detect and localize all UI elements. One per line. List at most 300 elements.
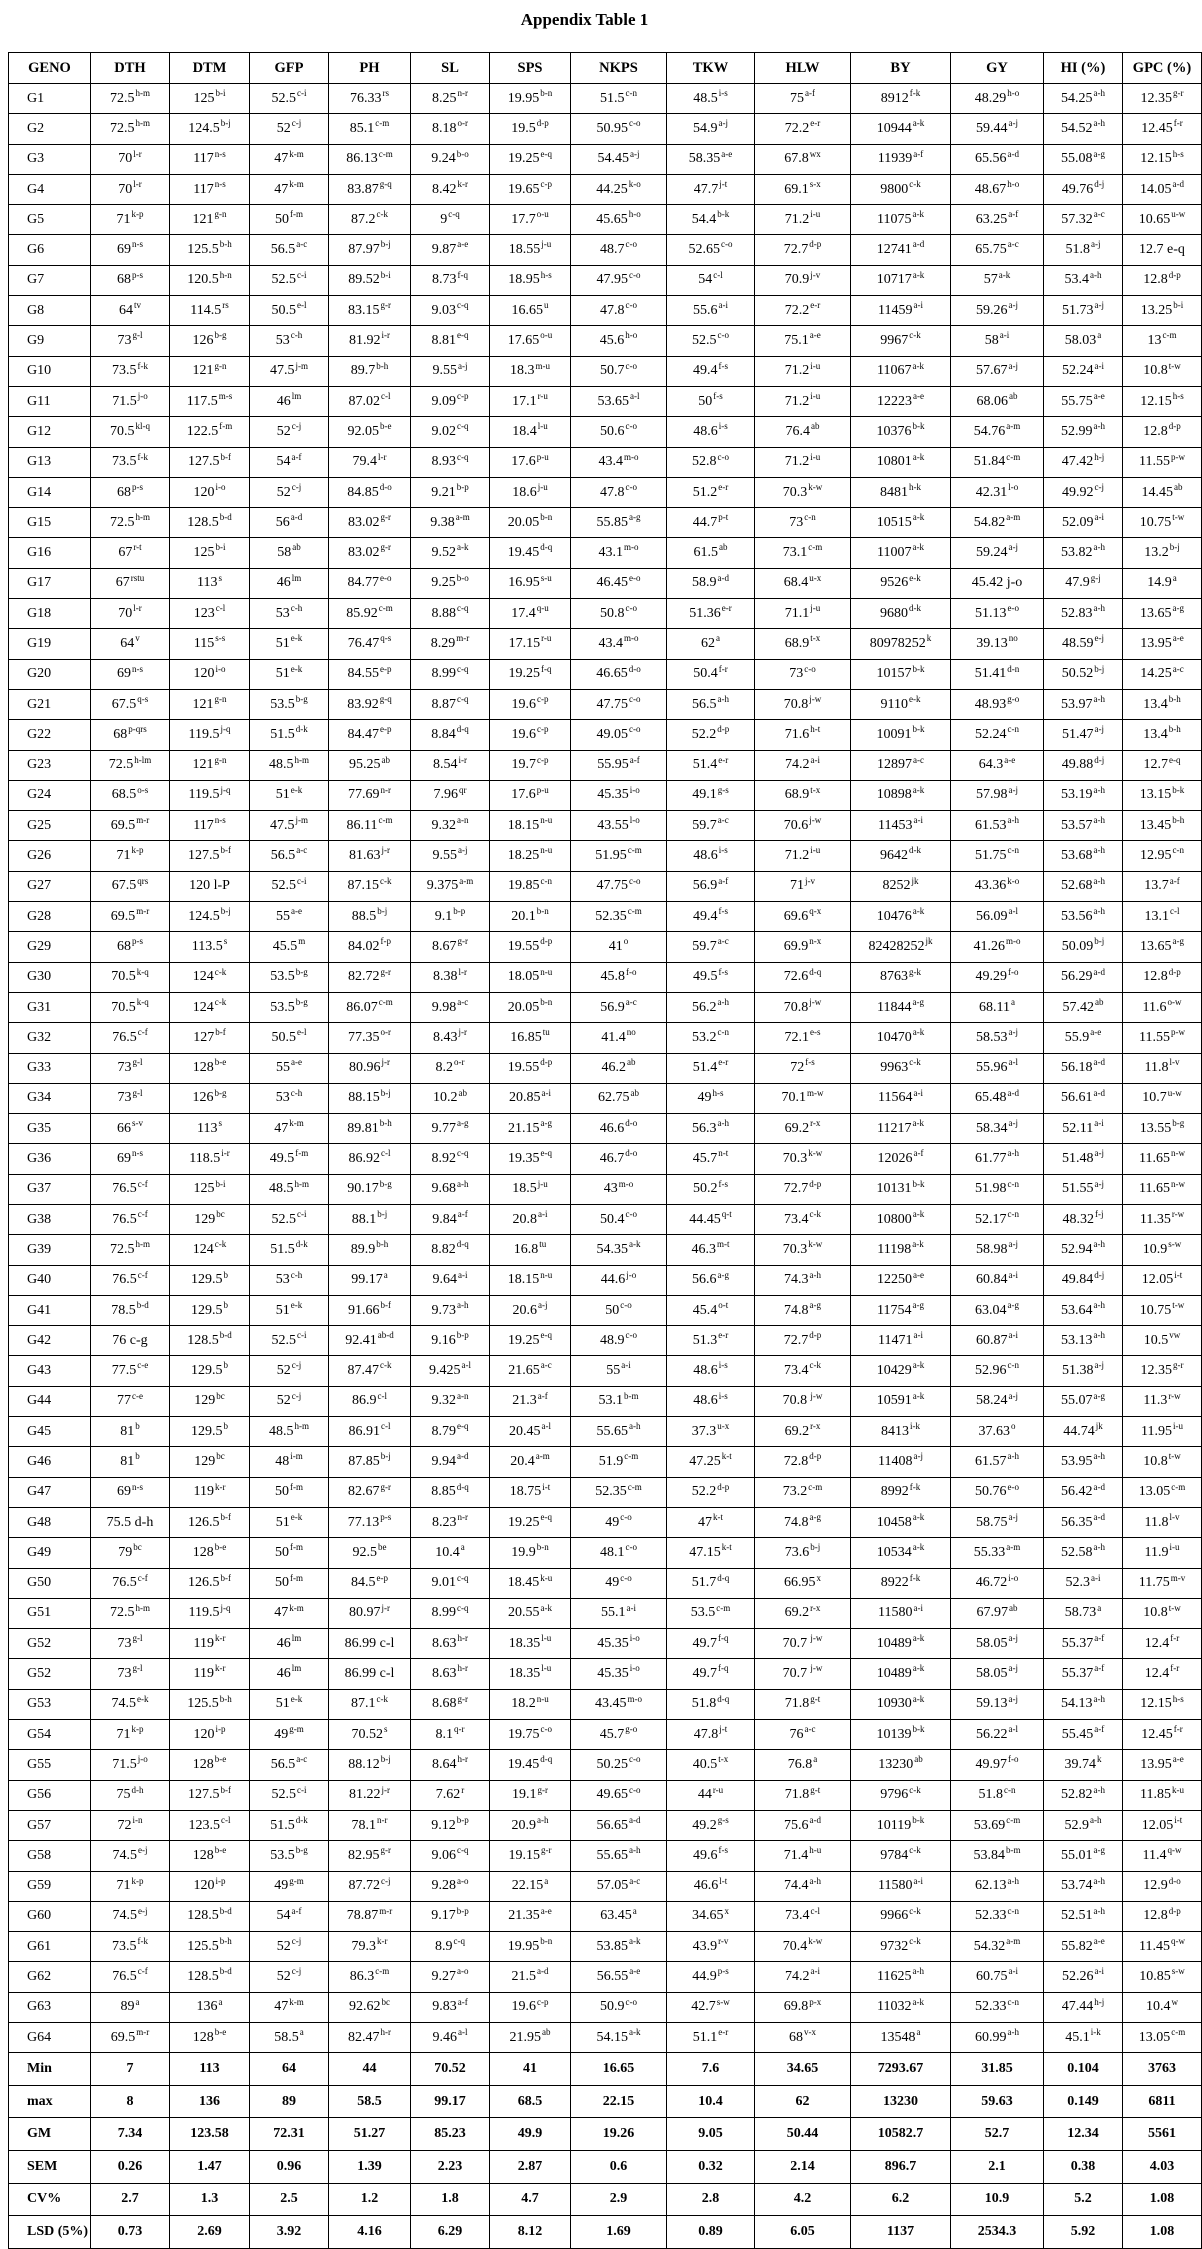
header-cell: HLW [755, 53, 851, 84]
value-cell: 48.1c-o [571, 1538, 667, 1568]
significance-letters: f-m [290, 1542, 303, 1553]
significance-letters: f-q [718, 1663, 729, 1674]
significance-letters: tu [539, 1239, 547, 1250]
significance-letters: b-k [912, 724, 925, 735]
value-cell: 47.42$^{h-j}$ [1044, 447, 1123, 477]
value-cell: 50.52$^{b-j}$ [1044, 659, 1123, 689]
significance-letters: c-q [457, 693, 469, 704]
significance-letters: f-r [1173, 1724, 1183, 1735]
value-cell: 74.2a-i [755, 750, 851, 780]
value-cell: 50$^{f-s}$ [667, 386, 755, 416]
significance-letters: a-c [296, 1754, 308, 1765]
value-cell: 9680$^{d-k}$ [851, 599, 951, 629]
value-cell: 74.8a-g [755, 1507, 851, 1537]
stat-value-cell: 5.92 [1044, 2216, 1123, 2249]
value-cell: 45.35i-o [571, 780, 667, 810]
table-row [9, 811, 1202, 841]
value-cell: 10.8t-w [1123, 1447, 1202, 1477]
significance-letters: b [135, 1451, 140, 1462]
significance-letters: e-k [290, 1299, 303, 1310]
value-cell: 20.05b-n [490, 992, 571, 1022]
significance-letters: a-d [1093, 1057, 1105, 1068]
value-cell: 69.6q-x [755, 902, 851, 932]
significance-letters: a-f [1094, 1633, 1105, 1644]
value-cell: 128.5b-d [170, 1901, 250, 1931]
significance-letters: c-n [1007, 724, 1019, 735]
value-cell: 125.5b-h [170, 1932, 250, 1962]
significance-letters: a-c [625, 996, 637, 1007]
significance-letters: g-l [132, 330, 143, 341]
significance-letters: d-q [540, 1754, 553, 1765]
significance-letters: l-u [537, 421, 548, 432]
genotype-cell: G11 [9, 386, 91, 416]
significance-letters: m-r [379, 1905, 393, 1916]
significance-letters: e-j [138, 1905, 148, 1916]
significance-letters: a-h [717, 996, 729, 1007]
significance-letters: j-r [381, 845, 390, 856]
value-cell: 58.34a-j [951, 1114, 1044, 1144]
significance-letters: a-h [1093, 1451, 1105, 1462]
significance-letters: a-h [1007, 815, 1019, 826]
value-cell: 10.75t-w [1123, 1295, 1202, 1325]
significance-letters: b-e [214, 1845, 227, 1856]
significance-letters: a-j [1008, 1390, 1018, 1401]
significance-letters: d-k [295, 1814, 308, 1825]
value-cell: 52$^{c-j}$ [250, 417, 329, 447]
genotype-cell: G57 [9, 1810, 91, 1840]
significance-letters: c-o [625, 1208, 637, 1219]
significance-letters: rs [222, 300, 229, 311]
value-cell: 12026a-f [851, 1144, 951, 1174]
significance-letters: h-s [540, 269, 552, 280]
value-cell: 50.4$^{f-r}$ [667, 659, 755, 689]
value-cell: 69.5m-r [91, 2023, 170, 2053]
significance-letters: a-j [538, 1299, 548, 1310]
genotype-cell: G63 [9, 1992, 91, 2022]
value-cell: 22.15a [490, 1871, 571, 1901]
significance-letters: a-n [457, 1390, 469, 1401]
genotype-cell: G52 [9, 1629, 91, 1659]
value-cell: 92.62bc [329, 1992, 411, 2022]
value-cell: 58.5a [250, 2023, 329, 2053]
value-cell: 86.92c-l [329, 1144, 411, 1174]
value-cell: 82.47h-r [329, 2023, 411, 2053]
significance-letters: j-q [220, 724, 231, 735]
significance-letters: a-d [1007, 1087, 1019, 1098]
value-cell: 54.52$^{a-h}$ [1044, 114, 1123, 144]
value-cell: 53$^{c-h}$ [250, 599, 329, 629]
value-cell: 68.9$^{t-x}$ [755, 629, 851, 659]
value-cell: 51$^{e-k}$ [250, 659, 329, 689]
value-cell: 128.5$^{b-d}$ [170, 508, 250, 538]
stat-row [9, 2216, 1202, 2249]
significance-letters: p-s [132, 481, 143, 492]
value-cell: 55.96a-l [951, 1053, 1044, 1083]
value-cell: 76.5c-f [91, 1174, 170, 1204]
significance-letters: e-r [810, 118, 821, 129]
value-cell: 78.87m-r [329, 1901, 411, 1931]
genotype-cell: G33 [9, 1053, 91, 1083]
significance-letters: b-g [295, 1845, 308, 1856]
significance-letters: c-o [629, 1784, 641, 1795]
value-cell: 86.11c-m [329, 811, 411, 841]
significance-letters: f-s [718, 966, 728, 977]
value-cell: 13.1c-l [1123, 902, 1202, 932]
value-cell: 18.35l-u [490, 1629, 571, 1659]
value-cell: 9.28a-o [411, 1871, 490, 1901]
value-cell: 19.75c-o [490, 1720, 571, 1750]
significance-letters: b-i [1173, 300, 1184, 311]
significance-letters: h-r [380, 2026, 391, 2037]
value-cell: 12223$^{a-e}$ [851, 386, 951, 416]
significance-letters: n-s [214, 178, 226, 189]
value-cell: 52.09$^{a-i}$ [1044, 508, 1123, 538]
significance-letters: a-h [809, 1875, 821, 1886]
significance-letters: i-s [718, 421, 728, 432]
table-row [9, 992, 1202, 1022]
significance-letters: a-j [630, 148, 640, 159]
value-cell: 49c-o [571, 1568, 667, 1598]
value-cell: 66s-v [91, 1114, 170, 1144]
value-cell: $67.8^{wx}$ [755, 144, 851, 174]
value-cell: 18.75i-t [490, 1477, 571, 1507]
significance-letters: c-o [625, 239, 637, 250]
value-cell: 73.5$^{f-k}$ [91, 447, 170, 477]
significance-letters: b-h [379, 1118, 392, 1129]
significance-letters: b-k [912, 663, 925, 674]
significance-letters: i-s [718, 1360, 728, 1371]
significance-letters: a [1172, 572, 1177, 583]
significance-letters: c-m [1162, 330, 1177, 341]
table-row [9, 1114, 1202, 1144]
significance-letters: b-g [1172, 1118, 1185, 1129]
value-cell: 47k-m [250, 1992, 329, 2022]
value-cell: 53.13a-h [1044, 1326, 1123, 1356]
table-row [9, 841, 1202, 871]
value-cell: 19.25e-q [490, 1507, 571, 1537]
significance-letters: c-q [457, 1845, 469, 1856]
value-cell: 74.4a-h [755, 1871, 851, 1901]
significance-letters: h-r [457, 1663, 468, 1674]
significance-letters: u-w [1171, 209, 1186, 220]
significance-letters: i-u [810, 845, 821, 856]
value-cell: 87.02$^{c-l}$ [329, 386, 411, 416]
genotype-cell: G48 [9, 1507, 91, 1537]
significance-letters: e-r [718, 481, 729, 492]
significance-letters: a-k [912, 512, 925, 523]
value-cell: $46^{lm}$ [250, 386, 329, 416]
value-cell: 47$^{k-m}$ [250, 144, 329, 174]
value-cell: 10139b-k [851, 1720, 951, 1750]
significance-letters: ab [1095, 996, 1104, 1007]
significance-letters: a-h [1093, 815, 1105, 826]
value-cell: 48.6i-s [667, 1356, 755, 1386]
value-cell: 52c-j [250, 1356, 329, 1386]
significance-letters: a-k [629, 1239, 641, 1250]
significance-letters: e-q [457, 1421, 469, 1432]
significance-letters: c-n [717, 1027, 729, 1038]
significance-letters: p-w [1170, 451, 1185, 462]
significance-letters: b [223, 1421, 228, 1432]
value-cell: 89.52$^{b-i}$ [329, 265, 411, 295]
significance-letters: a-d [1093, 1087, 1105, 1098]
value-cell: 95.25ab [329, 750, 411, 780]
significance-letters: a-k [912, 360, 924, 371]
table-row [9, 1871, 1202, 1901]
value-cell: 81b [91, 1417, 170, 1447]
significance-letters: j-w [809, 996, 822, 1007]
significance-letters: h-j [1094, 451, 1105, 462]
value-cell: 51.8$^{a-j}$ [1044, 235, 1123, 265]
significance-letters: l-o [629, 815, 640, 826]
significance-letters: r-x [810, 1421, 821, 1432]
significance-letters: b-e [214, 1057, 227, 1068]
value-cell: 71.2$^{i-u}$ [755, 356, 851, 386]
value-cell: 10800a-k [851, 1204, 951, 1234]
value-cell: 14.9$^a$ [1123, 568, 1202, 598]
value-cell: 50.2f-s [667, 1174, 755, 1204]
value-cell: 12.4f-r [1123, 1659, 1202, 1689]
value-cell: 8.81$^{e-q}$ [411, 326, 490, 356]
value-cell: 47.5j-m [250, 811, 329, 841]
value-cell: 9.24$^{b-o}$ [411, 144, 490, 174]
significance-letters: g-r [380, 966, 391, 977]
significance-letters: k-p [131, 1724, 144, 1735]
value-cell: 75d-h [91, 1780, 170, 1810]
value-cell: 59.7a-c [667, 811, 755, 841]
value-cell: 57.32$^{a-c}$ [1044, 205, 1123, 235]
value-cell: 19.25$^{e-q}$ [490, 144, 571, 174]
value-cell: 91.66b-f [329, 1295, 411, 1325]
significance-letters: b [135, 1421, 140, 1432]
value-cell: 55a-e [250, 1053, 329, 1083]
value-cell: 45.35i-o [571, 1659, 667, 1689]
value-cell: 49h-s [667, 1083, 755, 1113]
value-cell: 52.68a-h [1044, 871, 1123, 901]
value-cell: 49.92$^{c-j}$ [1044, 477, 1123, 507]
significance-letters: a-c [717, 936, 729, 947]
significance-letters: a-e [1093, 1936, 1105, 1947]
value-cell: 19.7c-p [490, 750, 571, 780]
significance-letters: a-i [1008, 1966, 1018, 1977]
significance-letters: c-o [717, 330, 729, 341]
significance-letters: a-e [291, 1057, 302, 1068]
significance-letters: b-j [1094, 936, 1105, 947]
value-cell: 124c-k [170, 992, 250, 1022]
value-cell: 71.5j-o [91, 1750, 170, 1780]
significance-letters: a-f [291, 451, 302, 462]
significance-letters: ab [1009, 1602, 1018, 1613]
value-cell: 129.5b [170, 1265, 250, 1295]
value-cell: 59.24$^{a-j}$ [951, 538, 1044, 568]
significance-letters: c-m [627, 1481, 642, 1492]
value-cell: 19.45d-q [490, 1750, 571, 1780]
value-cell: 52$^{c-j}$ [250, 477, 329, 507]
value-cell: 128.5b-d [170, 1962, 250, 1992]
value-cell: 55.01a-g [1044, 1841, 1123, 1871]
value-cell: 51.41$^{d-n}$ [951, 659, 1044, 689]
value-cell: 62.13a-h [951, 1871, 1044, 1901]
summary-rows [9, 2053, 1202, 2249]
significance-letters: c-n [1172, 845, 1184, 856]
significance-letters: k [926, 633, 932, 644]
significance-letters: c-n [1004, 1784, 1016, 1795]
significance-letters: c-j [291, 118, 302, 129]
significance-letters: a-c [457, 996, 469, 1007]
value-cell: 117.5$^{m-s}$ [170, 386, 250, 416]
significance-letters: a-e [721, 148, 733, 159]
value-cell: 17.6$^{p-u}$ [490, 447, 571, 477]
value-cell: 8.88$^{c-q}$ [411, 599, 490, 629]
significance-letters: p-w [1170, 1027, 1185, 1038]
value-cell: 67$^{r-t}$ [91, 538, 170, 568]
value-cell: 19.85c-n [490, 871, 571, 901]
value-cell: 21.15a-g [490, 1114, 571, 1144]
significance-letters: k-w [808, 481, 823, 492]
table-row [9, 538, 1202, 568]
significance-letters: i-r [381, 330, 390, 341]
significance-letters: c-q [457, 421, 469, 432]
value-cell: 19.15g-r [490, 1841, 571, 1871]
significance-letters: q-x [809, 906, 822, 916]
value-cell: 10131b-k [851, 1174, 951, 1204]
value-cell: 74.3a-h [755, 1265, 851, 1295]
value-cell: 8.42$^{k-r}$ [411, 174, 490, 204]
genotype-cell: G16 [9, 538, 91, 568]
value-cell: 47.44h-j [1044, 1992, 1123, 2022]
significance-letters: ab [719, 542, 728, 553]
significance-letters: m-v [1170, 1572, 1186, 1583]
value-cell: 73.5$^{f-k}$ [91, 356, 170, 386]
value-cell: 10534a-k [851, 1538, 951, 1568]
value-cell: 72.8d-p [755, 1447, 851, 1477]
significance-letters: c-j [291, 1966, 302, 1977]
genotype-cell: G43 [9, 1356, 91, 1386]
genotype-cell: G39 [9, 1235, 91, 1265]
stat-value-cell: 123.58 [170, 2118, 250, 2151]
significance-letters: e-o [1007, 603, 1019, 614]
value-cell: 8.63h-r [411, 1659, 490, 1689]
stat-value-cell: 44 [329, 2053, 411, 2086]
significance-letters: c-m [378, 996, 393, 1007]
significance-letters: h-m [135, 1239, 150, 1250]
value-cell: 125$^{b-i}$ [170, 538, 250, 568]
significance-letters: b-j [380, 239, 391, 250]
value-cell: 11.3r-w [1123, 1386, 1202, 1416]
value-cell: 65.56$^{a-d}$ [951, 144, 1044, 174]
value-cell: 52.51a-h [1044, 1901, 1123, 1931]
significance-letters: r [461, 1784, 465, 1795]
significance-letters: a-e [1004, 754, 1016, 765]
significance-letters: c-p [537, 693, 549, 704]
value-cell: 115$^{s-s}$ [170, 629, 250, 659]
value-cell: 10.65$^{u-w}$ [1123, 205, 1202, 235]
significance-letters: f-k [137, 360, 148, 371]
significance-letters: o-t [718, 1299, 729, 1310]
value-cell: 9.32a-n [411, 811, 490, 841]
stat-value-cell: 6.29 [411, 2216, 490, 2249]
value-cell: 54a-f [250, 1901, 329, 1931]
value-cell: 45.5m [250, 932, 329, 962]
significance-letters: b-i [215, 1178, 226, 1189]
significance-letters: a-e [1093, 390, 1105, 401]
value-cell: 9.16b-p [411, 1326, 490, 1356]
value-cell: 70.3k-w [755, 1144, 851, 1174]
significance-letters: j-r [458, 1027, 467, 1038]
value-cell: 123$^{c-l}$ [170, 599, 250, 629]
significance-letters: a-j [1008, 784, 1018, 795]
value-cell: 80.96j-r [329, 1053, 411, 1083]
value-cell: 50.09b-j [1044, 932, 1123, 962]
significance-letters: c-l [713, 269, 723, 280]
value-cell: 10.2ab [411, 1083, 490, 1113]
value-cell: 70.8 j-w [755, 1386, 851, 1416]
significance-letters: i-u [810, 451, 821, 462]
table-row [9, 1962, 1202, 1992]
value-cell: 11.85k-u [1123, 1780, 1202, 1810]
value-cell: 49.29f-o [951, 962, 1044, 992]
table-row [9, 1598, 1202, 1628]
significance-letters: j-w [808, 1663, 823, 1674]
significance-letters: b-k [912, 1814, 925, 1825]
significance-letters: a-g [540, 1118, 552, 1129]
value-cell: 19.1g-r [490, 1780, 571, 1810]
significance-letters: a-d [629, 1814, 641, 1825]
value-cell: 49.5f-s [667, 962, 755, 992]
value-cell: $76.33^{rs}$ [329, 84, 411, 114]
significance-letters: h-s [712, 1087, 724, 1098]
significance-letters: c-o [629, 875, 641, 886]
significance-letters: c-n [1007, 1208, 1019, 1219]
value-cell: 48.32f-j [1044, 1204, 1123, 1234]
significance-letters: c-i [297, 1784, 307, 1795]
table-row [9, 1477, 1202, 1507]
significance-letters: b-h [1168, 693, 1181, 704]
significance-letters: g-n [214, 754, 227, 765]
significance-letters: b-h [219, 239, 232, 250]
value-cell: 11408a-j [851, 1447, 951, 1477]
significance-letters: i-u [810, 209, 821, 220]
value-cell: 51.73$^{a-j}$ [1044, 296, 1123, 326]
stat-value-cell: 2.23 [411, 2151, 490, 2184]
value-cell: 8252jk [851, 871, 951, 901]
value-cell: 126b-g [170, 1083, 250, 1113]
significance-letters: k-q [136, 996, 149, 1007]
value-cell: 46lm [250, 1629, 329, 1659]
significance-letters: c-m [378, 148, 393, 159]
significance-letters: a-k [912, 1118, 924, 1129]
genotype-cell: G28 [9, 902, 91, 932]
significance-letters: b-o [456, 572, 469, 583]
significance-letters: c-f [137, 1966, 148, 1977]
value-cell: 50c-o [571, 1295, 667, 1325]
value-cell: 17.4$^{q-u}$ [490, 599, 571, 629]
header-cell: DTM [170, 53, 250, 84]
significance-letters: l-r [133, 148, 142, 159]
significance-letters: c-k [909, 1936, 921, 1947]
significance-letters: b-n [536, 1542, 549, 1553]
significance-letters: a-k [912, 1996, 924, 2007]
significance-letters: n-w [1170, 1148, 1185, 1159]
significance-letters: a-f [913, 1148, 924, 1159]
value-cell: 58.73a [1044, 1598, 1123, 1628]
significance-letters: p-qrs [128, 724, 147, 735]
value-cell: 69$^{n-s}$ [91, 659, 170, 689]
genotype-cell: G18 [9, 599, 91, 629]
significance-letters: f-q [541, 663, 552, 674]
value-cell: 49g-m [250, 1871, 329, 1901]
value-cell: 86.3c-m [329, 1962, 411, 1992]
